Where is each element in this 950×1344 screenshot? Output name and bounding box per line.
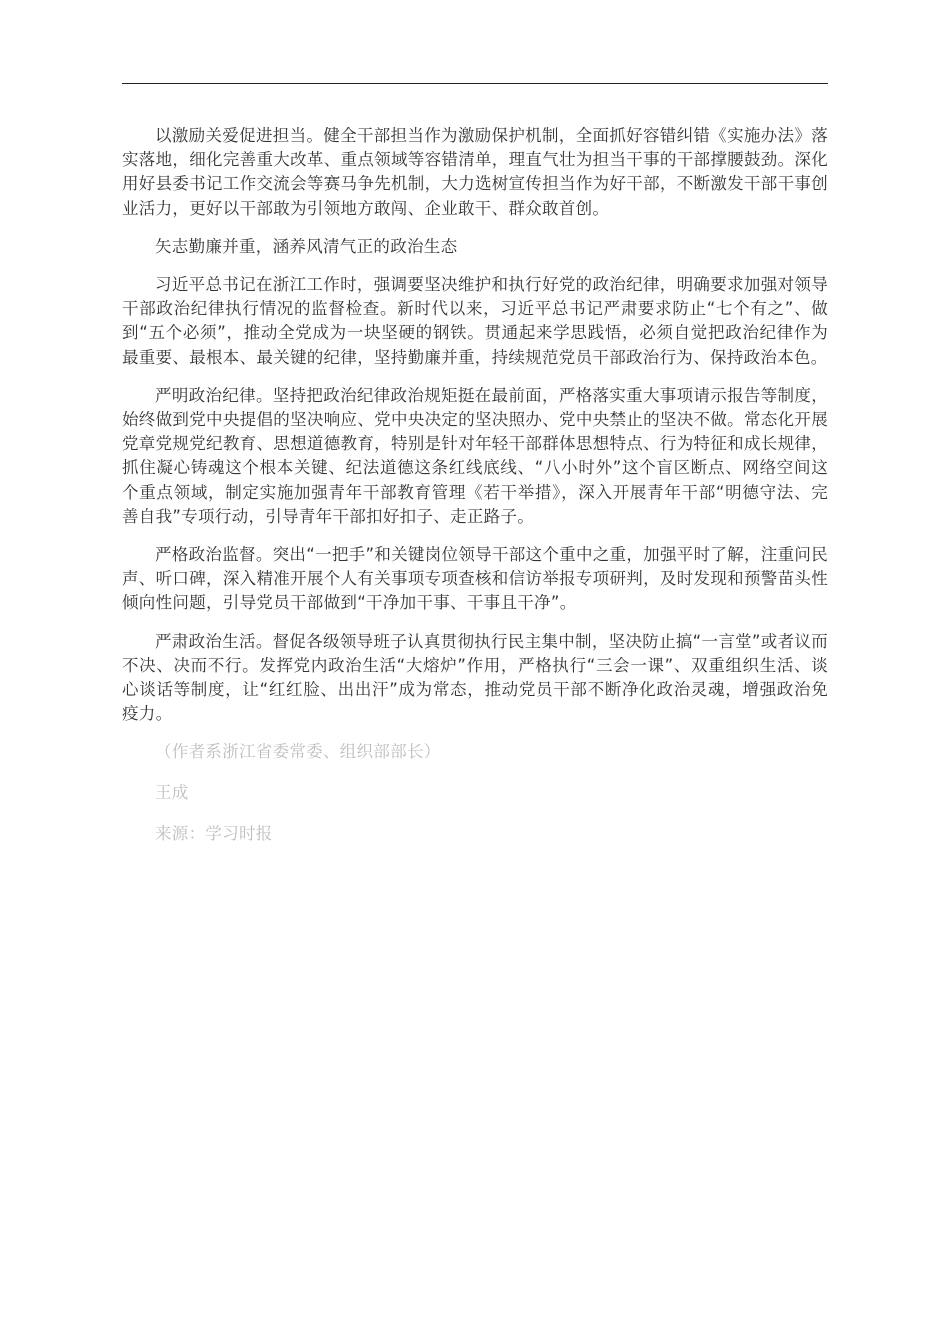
paragraph-strict-political-life: 严肃政治生活。督促各级领导班子认真贯彻执行民主集中制，坚决防止搞“一言堂”或者议而不决、决而不行。发挥党内政治生活“大熔炉”作用，严格执行“三会一课”、双重组织生活、谈心谈话等制度，让“红红脸、出出汗”成为常态，推动党员干部不断净化政治灵魂，增强政治免疫力。: [122, 631, 828, 724]
paragraph-political-discipline-intro: 习近平总书记在浙江工作时，强调要坚决维护和执行好党的政治纪律，明确要求加强对领导干部政治纪律执行情况的监督检查。新时代以来，习近平总书记严肃要求防止“七个有之”、做到“五个必须”，推动全党成为一块坚硬的钢铁。贯通起来学思践悟，必须自觉把政治纪律作为最重要、最根本、最关键的纪律，坚持勤廉并重，持续规范党员干部政治行为、保持政治本色。: [122, 275, 828, 367]
paragraph-strict-discipline: 严明政治纪律。坚持把政治纪律政治规矩挺在最前面，严格落实重大事项请示报告等制度，始终做到党中央提倡的坚决响应、党中央决定的坚决照办、党中央禁止的坚决不做。常态化开展党章党规党纪教育、思想道德教育，特别是针对年轻干部群体思想特点、行为特征和成长规律，抓住凝心铸魂这个根本关键、纪法道德这条红线底线、“八小时外”这个盲区断点、网络空间这个重点领域，制定实施加强青年干部教育管理《若干举措》，深入开展青年干部“明德守法、完善自我”专项行动，引导青年干部扣好扣子、走正路子。: [122, 385, 828, 526]
source-line: 来源：学习时报: [155, 824, 273, 844]
paragraph-strict-supervision: 严格政治监督。突出“一把手”和关键岗位领导干部这个重中之重，加强平时了解，注重问民声、听口碑，深入精准开展个人有关事项专项查核和信访举报专项研判，及时发现和预警苗头性倾向性问题，引导党员干部做到“干净加干事、干事且干净”。: [122, 545, 828, 613]
author-note: （作者系浙江省委常委、组织部部长）: [155, 742, 441, 762]
paragraph-incentive: 以激励关爱促进担当。健全干部担当作为激励保护机制，全面抓好容错纠错《实施办法》落实落地，细化完善重大改革、重点领域等容错清单，理直气壮为担当干事的干部撑腰鼓劲。深化用好县委书记工作交流会等赛马争先机制，大力选树宣传担当作为好干部，不断激发干部干事创业活力，更好以干部敢为引领地方敢闯、企业敢干、群众敢首创。: [122, 126, 828, 218]
section-heading: 矢志勤廉并重，涵养风清气正的政治生态: [155, 236, 458, 256]
article-body: [122, 124, 828, 863]
author-name: 王成: [155, 783, 189, 803]
header-rule: [122, 83, 828, 84]
